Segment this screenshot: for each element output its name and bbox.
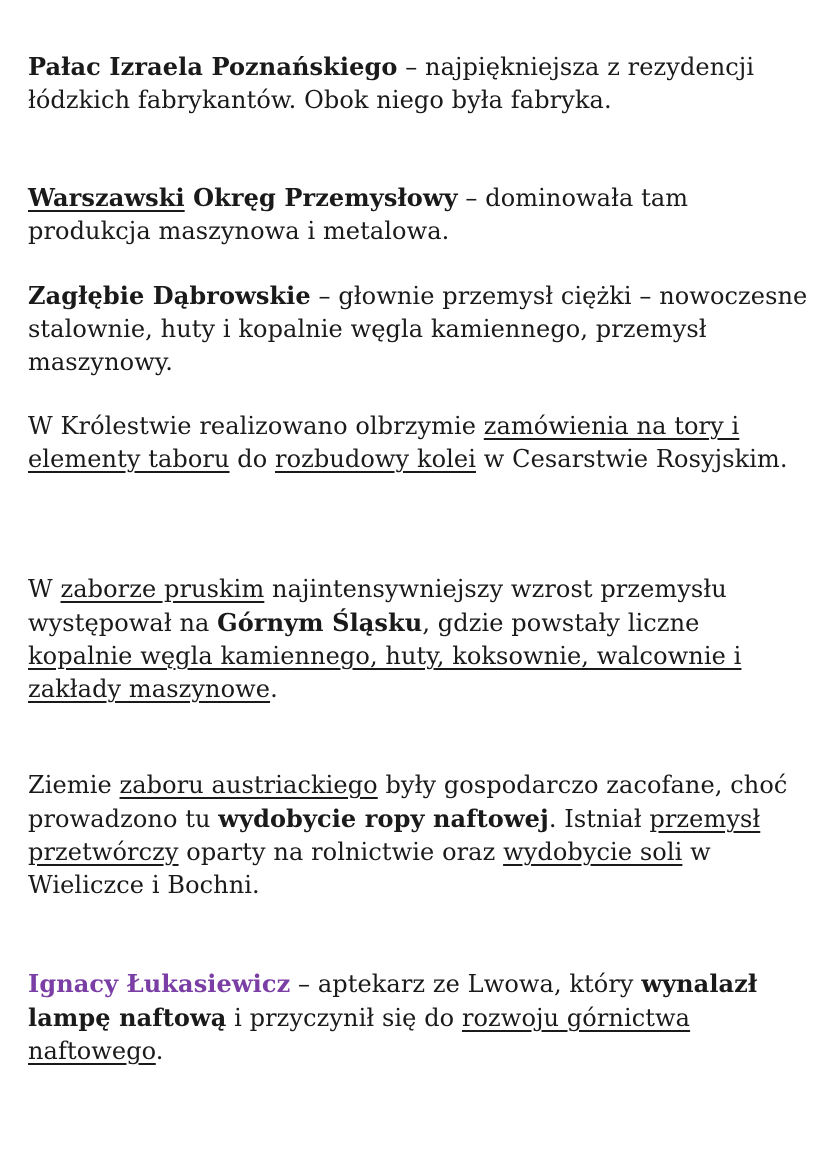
bold-lampa-naftowa: wynalazł lampę naftową <box>28 969 758 1032</box>
underlined-zaborze-pruskim: zaborze pruskim <box>60 575 265 603</box>
text-segment: najintensywniejszy wzrost przemysłu występował na <box>28 575 727 637</box>
text-segment: W Królestwie realizowano olbrzymie <box>28 412 484 440</box>
text-segment: – aptekarz ze Lwowa, który <box>290 970 642 998</box>
text-segment: , gdzie powstały liczne <box>422 609 700 637</box>
bold-gorny-slask: Górnym Śląsku <box>217 608 423 637</box>
text-segment: Ziemie <box>28 771 120 799</box>
underlined-zaboru-austriackiego: zaboru austriackiego <box>119 771 378 799</box>
term-zaglebie-dabrowskie: Zagłębie Dąbrowskie <box>28 281 311 310</box>
text-segment: w Wieliczce i Bochni. <box>28 838 711 899</box>
underlined-rozwoj-gornictwa: rozwoju górnictwa naftowego <box>28 1004 691 1065</box>
text-segment: . Istniał <box>548 805 650 833</box>
underlined-zamowienia: zamówienia na tory i elementy taboru <box>28 412 740 473</box>
text-segment: i przyczynił się do <box>226 1004 462 1032</box>
text-segment: oparty na rolnictwie oraz <box>178 838 504 866</box>
paragraph-text: – najpiękniejsza z rezydencji łódzkich fabrykantów. Obok niego była fabryka. <box>28 53 755 114</box>
paragraph-zabor-austriacki <box>28 769 808 902</box>
text-segment: W <box>28 575 61 603</box>
text-segment: w Cesarstwie Rosyjskim. <box>476 445 788 473</box>
paragraph-lukasiewicz <box>28 967 808 1068</box>
underlined-przemysl-przetworczy: przemysł przetwórczy <box>28 805 761 866</box>
text-segment: były gospodarczo zacofane, choć prowadzono tu <box>28 771 788 833</box>
underlined-wydobycie-soli: wydobycie soli <box>503 838 683 866</box>
paragraph-palac-poznanskiego <box>28 50 808 117</box>
underlined-kopalnie: kopalnie węgla kamiennego, huty, koksownie, walcownie i zakłady maszynowe <box>28 642 742 703</box>
paragraph-krolestwo <box>28 410 808 476</box>
name-ignacy-lukasiewicz: Ignacy Łukasiewicz <box>28 969 291 998</box>
underlined-rozbudowy-kolei: rozbudowy kolei <box>275 445 476 473</box>
paragraph-text: – głownie przemysł ciężki – nowoczesne stalownie, huty i kopalnie węgla kamiennego, przemysł maszynowy. <box>28 282 808 376</box>
term-warszawski: Warszawski <box>28 183 185 212</box>
term-palac-poznanskiego: Pałac Izraela Poznańskiego <box>28 52 398 81</box>
paragraph-zabor-pruski <box>28 573 808 706</box>
text-segment: . <box>270 675 278 703</box>
text-segment: . <box>155 1037 164 1065</box>
paragraph-warszawski-okreg <box>28 181 808 248</box>
term-okreg-przemyslowy: Okręg Przemysłowy <box>184 183 458 212</box>
paragraph-zaglebie-dabrowskie <box>28 279 808 379</box>
paragraph-text: – dominowała tam produkcja maszynowa i metalowa. <box>28 184 689 245</box>
bold-ropa-naftowa: wydobycie ropy naftowej <box>218 804 549 833</box>
text-segment: do <box>229 445 276 473</box>
